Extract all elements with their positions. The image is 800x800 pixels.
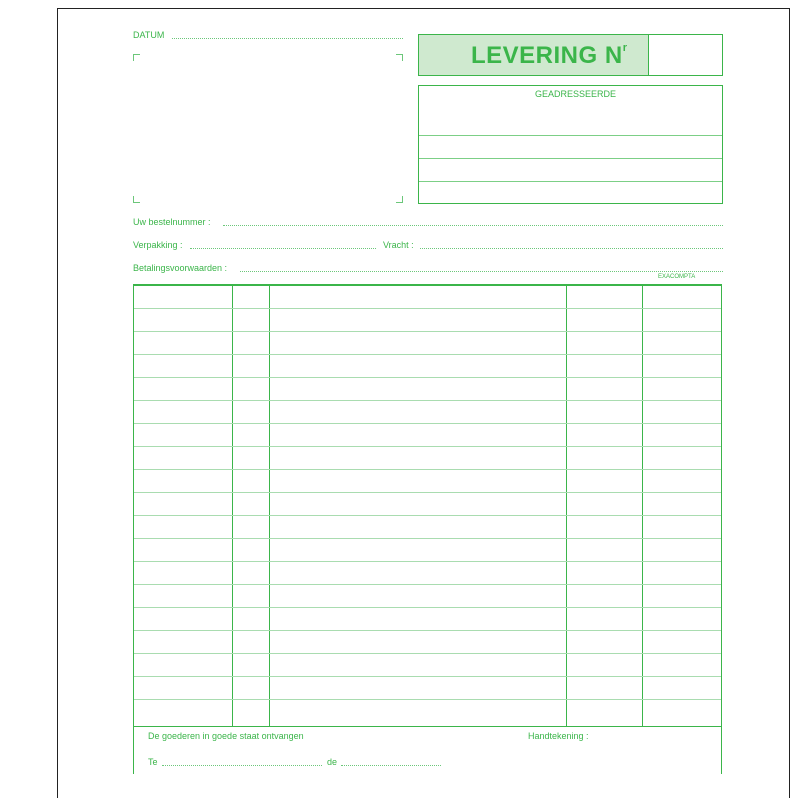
table-row[interactable] [134,377,721,378]
signature-label: Handtekening : [528,731,589,741]
delivery-number-field[interactable] [649,35,722,75]
table-row[interactable] [134,515,721,516]
footer-date-field[interactable] [341,765,441,766]
order-number-label: Uw bestelnummer : [133,217,211,227]
table-row[interactable] [134,446,721,447]
table-footer-divider [134,726,721,727]
packaging-label: Verpakking : [133,240,183,250]
table-row[interactable] [134,400,721,401]
table-row[interactable] [134,538,721,539]
items-table [133,284,722,774]
table-column-divider [232,286,233,726]
table-column-divider [566,286,567,726]
stamp-corner-bottom-left [133,196,140,203]
stamp-corner-bottom-right [396,196,403,203]
order-number-field[interactable] [223,225,723,226]
table-row[interactable] [134,630,721,631]
table-column-divider [269,286,270,726]
place-field[interactable] [162,765,322,766]
table-row[interactable] [134,699,721,700]
freight-label: Vracht : [383,240,414,250]
place-label: Te [148,757,158,767]
table-column-divider [642,286,643,726]
table-row[interactable] [134,308,721,309]
table-row[interactable] [134,469,721,470]
received-label: De goederen in goede staat ontvangen [148,731,304,741]
recipient-box[interactable] [418,85,723,204]
form-title [471,43,627,69]
table-row[interactable] [134,354,721,355]
signature-field[interactable] [524,744,714,774]
table-row[interactable] [134,492,721,493]
payment-terms-label: Betalingsvoorwaarden : [133,263,228,273]
table-row[interactable] [134,676,721,677]
table-row[interactable] [134,561,721,562]
table-row[interactable] [134,423,721,424]
brand-label: EXACOMPTA [658,274,696,280]
title-banner [419,35,649,75]
recipient-line-2 [419,158,722,159]
stamp-corner-top-right [396,54,403,61]
recipient-line-3 [419,181,722,182]
stamp-corner-top-left [133,54,140,61]
table-row[interactable] [134,584,721,585]
form-title-text: LEVERING N [471,42,623,69]
payment-terms-field[interactable] [240,271,723,272]
date-label: DATUM [133,30,165,40]
table-row[interactable] [134,331,721,332]
date-field[interactable] [172,38,403,39]
packaging-field[interactable] [190,248,376,249]
table-row[interactable] [134,653,721,654]
date-short-label: de [327,757,338,767]
title-box [418,34,723,76]
freight-field[interactable] [420,248,723,249]
recipient-line-1 [419,135,722,136]
form-title-sup: r [622,42,628,54]
recipient-label: GEADRESSEERDE [535,89,617,99]
table-row[interactable] [134,607,721,608]
